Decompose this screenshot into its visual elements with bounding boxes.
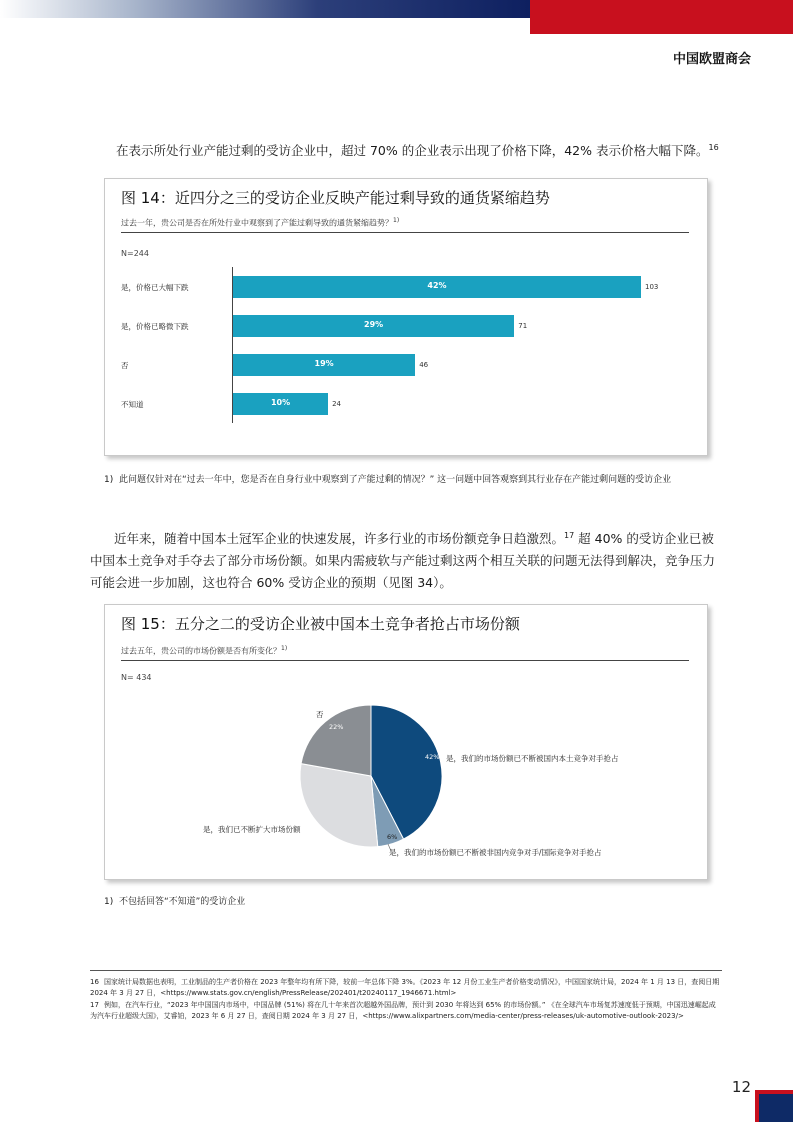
bar-category-label: 不知道	[121, 400, 144, 409]
figure-14-n-label: N=244	[121, 249, 149, 258]
figure-15-n-label: N= 434	[121, 673, 152, 682]
pie-slice	[301, 705, 371, 776]
paragraph-2	[90, 525, 722, 594]
paragraph-1-text: 在表示所处行业产能过剩的受访企业中，超过 70% 的企业表示出现了价格下降，42% 表示价格大幅下降。	[116, 143, 709, 159]
paragraph-2-text-b: 超 40% 的受访企业已被中国本土竞争对手夺去了部分市场份额。如果内需疲软与产能过剩这两个相互关联的问题无法得到解决，竞争压力可能会进一步加剧，这也符合 60% 受访企业的预期（见图 34）。	[90, 531, 716, 591]
bar-value-label: 46	[419, 361, 429, 369]
paragraph-1	[116, 137, 722, 162]
top-banner	[0, 0, 793, 34]
bar-percent-label: 10%	[270, 398, 291, 407]
bar-category-label: 是，价格已略微下跌	[121, 322, 189, 331]
top-banner-red	[530, 0, 793, 34]
top-banner-navy	[0, 0, 530, 18]
bar-value-label: 71	[518, 322, 528, 330]
pie-chart	[105, 605, 707, 879]
figure-14-rule	[121, 232, 689, 233]
footnote-17-text: 例如，在汽车行业，“2023 年中国国内市场中，中国品牌 (51%) 将在几十年来首次超越外国品牌，预计到 2030 年将达到 65% 的市场份额。” 《在全球汽车市场复苏速度低于预期，中国迅速崛起成为汽车行业超级大国》，艾睿铂，2023 年 6 月 27 日，查阅日期 2024 年 3 月 27 日，<https://www.alixpartners.com/media-center/press-releases/uk-automotive-outlook-2023/>	[90, 1001, 716, 1020]
footnote-16-number: 16	[90, 978, 99, 986]
figure-15-title: 图 15：五分之二的受访企业被中国本土竞争者抢占市场份额	[121, 615, 520, 633]
pie-percent-label: 6%	[387, 833, 398, 841]
bar-percent-label: 19%	[314, 359, 334, 368]
pie-category-label: 是，我们已不断扩大市场份额	[203, 825, 301, 834]
figure-14-subtitle-text: 过去一年，贵公司是否在所处行业中观察到了产能过剩导致的通货紧缩趋势？	[121, 218, 393, 228]
organization-name: 中国欧盟商会	[672, 52, 751, 67]
figure-15-subtitle-text: 过去五年，贵公司的市场份额是否有所变化？	[121, 646, 281, 656]
figure-14-subtitle-ref: 1)	[393, 217, 400, 224]
footnote-17-number: 17	[90, 1001, 99, 1009]
footnote-rule	[90, 970, 722, 971]
figure-14	[104, 178, 708, 456]
figure-15-subtitle-ref: 1)	[281, 645, 288, 652]
bar	[233, 315, 514, 337]
bar	[233, 393, 328, 415]
bar-category-label: 是，价格已大幅下跌	[121, 283, 189, 292]
footnote-17	[90, 1000, 722, 1022]
footnote-16-text: 国家统计局数据也表明，工业制品的生产者价格在 2023 年整年均有所下降，较前一年总体下降 3%。《2023 年 12 月份工业生产者价格变动情况》，中国国家统计局，2024 年 1 月 13 日，查阅日期 2024 年 3 月 27 日，<https://www.stats.gov.cn/english/PressRelease/202401/t20240117_1946671.html>	[90, 978, 720, 997]
bar-percent-label: 29%	[364, 320, 384, 329]
figure-15-note-marker: 1)	[104, 897, 114, 907]
corner-accent-navy	[759, 1094, 793, 1122]
bar-value-label: 103	[645, 283, 659, 291]
pie-slice	[300, 764, 378, 847]
bar	[233, 276, 641, 298]
footnote-ref-17: 17	[564, 531, 575, 540]
pie-category-label: 否	[316, 710, 324, 719]
figure-15-note	[104, 892, 719, 912]
figure-14-subtitle	[121, 217, 399, 229]
bar-category-label: 否	[121, 361, 129, 370]
bar-percent-label: 42%	[427, 281, 447, 290]
footnote-ref-16: 16	[708, 143, 719, 152]
figure-15	[104, 604, 708, 880]
figure-15-note-text: 不包括回答“不知道”的受访企业	[118, 897, 246, 907]
figure-14-note	[104, 470, 719, 490]
bar	[233, 354, 415, 376]
pie-percent-label: 22%	[329, 723, 344, 731]
pie-category-label: 是，我们的市场份额已不断被非国内竞争对手/国际竞争对手抢占	[389, 848, 602, 857]
figure-14-title: 图 14：近四分之三的受访企业反映产能过剩导致的通货紧缩趋势	[121, 189, 550, 207]
figure-14-note-text: 此问题仅针对在“过去一年中，您是否在自身行业中观察到了产能过剩的情况？” 这一问题中回答观察到其行业存在产能过剩问题的受访企业	[118, 475, 672, 485]
pie-category-label: 是，我们的市场份额已不断被国内本土竞争对手抢占	[446, 754, 619, 763]
footnote-16	[90, 977, 722, 999]
pie-percent-label: 42%	[425, 753, 440, 761]
figure-14-note-marker: 1)	[104, 475, 114, 485]
paragraph-2-text-a: 近年来，随着中国本土冠军企业的快速发展，许多行业的市场份额竞争日趋激烈。	[114, 531, 565, 547]
bar-value-label: 24	[332, 400, 341, 408]
page-number: 12	[731, 1078, 751, 1096]
